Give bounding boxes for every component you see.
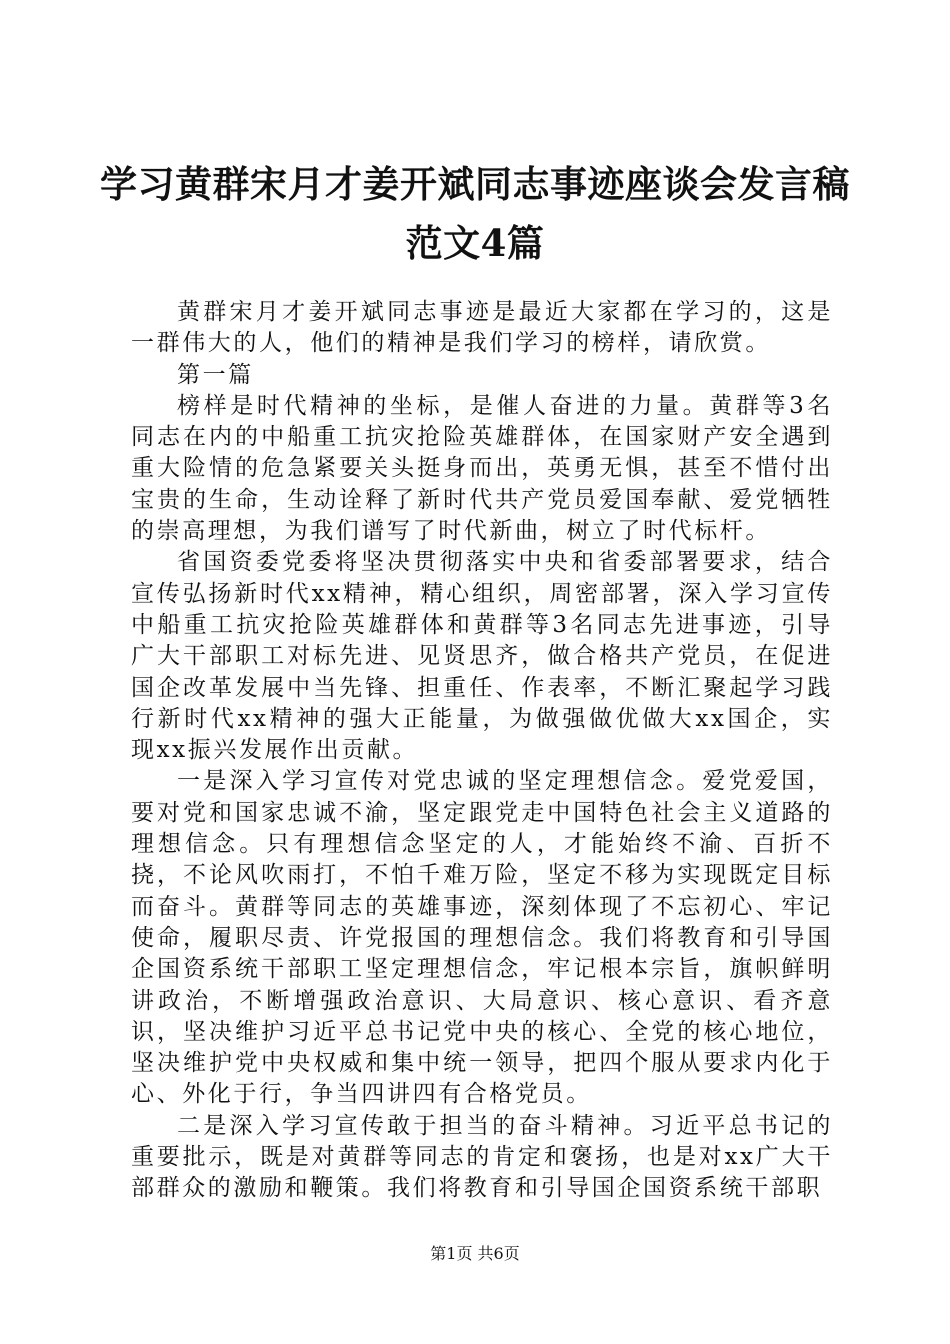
document-title-line-1: 学习黄群宋月才姜开斌同志事迹座谈会发言稿 — [100, 162, 850, 206]
body-paragraph: 二是深入学习宣传敢于担当的奋斗精神。习近平总书记的重要批示，既是对黄群等同志的肯定和褒扬，也是对xx广大干部群众的激励和鞭策。我们将教育和引导国企国资系统干部职 — [131, 1112, 833, 1202]
document-title-line-2: 范文4篇 — [405, 221, 545, 265]
page-number-footer: 第1页 共6页 — [430, 1244, 520, 1263]
body-paragraph: 一是深入学习宣传对党忠诚的坚定理想信念。爱党爱国，要对党和国家忠诚不渝，坚定跟党走中国特色社会主义道路的理想信念。只有理想信念坚定的人，才能始终不渝、百折不挠，不论风吹雨打，不怕千难万险，坚定不移为实现既定目标而奋斗。黄群等同志的英雄事迹，深刻体现了不忘初心、牢记使命，履职尽责、许党报国的理想信念。我们将教育和引导国企国资系统干部职工坚定理想信念，牢记根本宗旨，旗帜鲜明讲政治，不断增强政治意识、大局意识、核心意识、看齐意识，坚决维护习近平总书记党中央的核心、全党的核心地位，坚决维护党中央权威和集中统一领导，把四个服从要求内化于心、外化于行，争当四讲四有合格党员。 — [131, 768, 833, 1108]
section-heading: 第一篇 — [177, 361, 254, 388]
document-body — [131, 297, 833, 1205]
body-paragraph: 榜样是时代精神的坐标，是催人奋进的力量。黄群等3名同志在内的中船重工抗灾抢险英雄群体，在国家财产安全遇到重大险情的危急紧要关头挺身而出，英勇无惧，甚至不惜付出宝贵的生命，生动诠释了新时代共产党员爱国奉献、爱党牺牲的崇高理想，为我们谱写了时代新曲，树立了时代标杆。 — [131, 392, 833, 545]
intro-paragraph: 黄群宋月才姜开斌同志事迹是最近大家都在学习的，这是一群伟大的人，他们的精神是我们学习的榜样，请欣赏。 — [131, 299, 833, 357]
body-paragraph: 省国资委党委将坚决贯彻落实中央和省委部署要求，结合宣传弘扬新时代xx精神，精心组织，周密部署，深入学习宣传中船重工抗灾抢险英雄群体和黄群等3名同志先进事迹，引导广大干部职工对标先进、见贤思齐，做合格共产党员，在促进国企改革发展中当先锋、担重任、作表率，不断汇聚起学习践行新时代xx精神的强大正能量，为做强做优做大xx国企，实现xx振兴发展作出贡献。 — [131, 549, 833, 764]
